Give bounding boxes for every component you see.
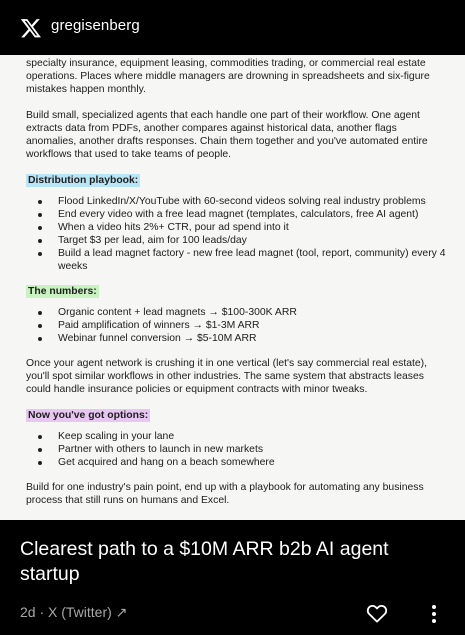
list-item-text: Organic content + lead magnets → $100-300K ARR [58, 307, 297, 318]
body-paragraph: Once your agent network is crushing it in one vertical (let's say commercial real estate), you'll spot similar workflows in other industries. The same system that abstracts leases could handle insurance policies or equipment contracts with minor tweaks. [26, 358, 428, 395]
bullet-list [26, 195, 446, 273]
list-item [26, 332, 446, 345]
post-meta[interactable]: 2d · X (Twitter) ↗ [20, 604, 128, 620]
bullet-dot-icon [38, 311, 42, 315]
section-heading: Now you've got options: [28, 410, 149, 421]
bullet-dot-icon [38, 435, 42, 439]
list-item [26, 306, 446, 319]
post-image-document[interactable] [0, 55, 465, 520]
list-item-text: When a video hits 2%+ CTR, pour ad spend into it [58, 222, 289, 233]
x-logo-icon[interactable] [20, 17, 42, 39]
list-item [26, 221, 446, 234]
list-item [26, 208, 446, 221]
bullet-dot-icon [38, 337, 42, 341]
bullet-dot-icon [38, 226, 42, 230]
post-header [0, 0, 465, 55]
document-content [26, 57, 446, 520]
list-item-text: Webinar funnel conversion → $5-10M ARR [58, 333, 257, 344]
section-heading: The numbers: [28, 286, 97, 297]
list-item [26, 443, 446, 456]
section-heading: Distribution playbook: [28, 175, 139, 186]
list-item [26, 234, 446, 247]
vertical-ellipsis-icon[interactable] [431, 604, 437, 624]
bullet-dot-icon [38, 200, 42, 204]
bullet-dot-icon [38, 213, 42, 217]
list-item [26, 430, 446, 443]
list-item [26, 195, 446, 208]
intro-paragraph: Build small, specialized agents that each handle one part of their workflow. One agent extracts data from PDFs, another compares against historical data, another flags anomalies, another drafts responses. Chain them together and you've automated entire workflows that used to take teams of people. [26, 110, 428, 160]
bullet-dot-icon [38, 448, 42, 452]
intro-paragraph: specialty insurance, equipment leasing, commodities trading, or commercial real estate operations. Places where middle managers are drowning in spreadsheets and six-figure mistakes happen monthly. [26, 58, 430, 95]
list-item [26, 319, 446, 332]
list-item-text: Partner with others to launch in new markets [58, 444, 264, 455]
post-title[interactable]: Clearest path to a $10M ARR b2b AI agent startup [20, 538, 389, 585]
list-item-text: End every video with a free lead magnet (templates, calculators, free AI agent) [58, 209, 419, 220]
bullet-dot-icon [38, 461, 42, 465]
list-item-text: Keep scaling in your lane [58, 431, 175, 442]
list-item-text: Target $3 per lead, aim for 100 leads/day [58, 235, 247, 246]
list-item-text: Get acquired and hang on a beach somewhere [58, 457, 275, 468]
body-paragraph: Build for one industry's pain point, end up with a playbook for automating any business process that still runs on humans and Excel. [26, 482, 424, 506]
list-item-text: Paid amplification of winners → $1-3M ARR [58, 320, 260, 331]
list-item [26, 247, 446, 273]
list-item-text: Build a lead magnet factory - new free lead magnet (tool, report, community) every 4 weeks [58, 248, 446, 272]
bullet-dot-icon [38, 324, 42, 328]
bullet-list [26, 430, 446, 469]
list-item [26, 456, 446, 469]
bullet-dot-icon [38, 239, 42, 243]
author-handle[interactable]: gregisenberg [51, 17, 140, 34]
list-item-text: Flood LinkedIn/X/YouTube with 60-second videos solving real industry problems [58, 196, 426, 207]
bullet-dot-icon [38, 252, 42, 256]
bullet-list [26, 306, 446, 345]
heart-outline-icon[interactable] [366, 603, 388, 623]
